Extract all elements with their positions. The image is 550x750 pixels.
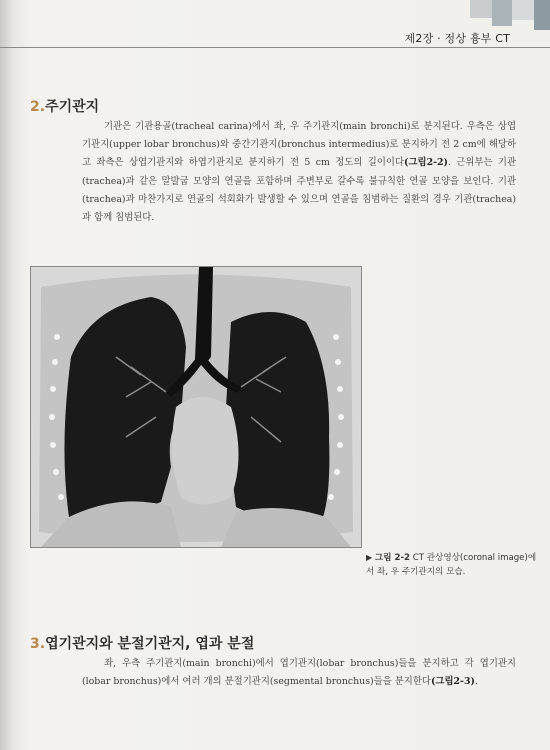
ct-scan-graphic bbox=[31, 267, 361, 547]
corner-decoration bbox=[470, 0, 550, 30]
figure-2-3-reference: (그림2-3) bbox=[430, 676, 475, 688]
section-3-number: 3. bbox=[30, 636, 46, 652]
header-rule bbox=[0, 47, 550, 48]
section-2-number: 2. bbox=[30, 99, 46, 115]
section-2-text-continued: . 근위부는 기관(trachea)과 같은 말발굽 모양의 연골을 포함하며 주변부로 갈수록 불규칙한 연골 모양을 보인다. 기관(trachea)과 마찬가지로 연골의 석회화가 발생할 수 있으며 연골을 침범하는 질환의 경우 기관(trachea)과 함께 침범된다. bbox=[82, 157, 516, 224]
figure-caption bbox=[366, 551, 542, 579]
section-3-heading bbox=[30, 633, 254, 653]
section-3-text-continued: . bbox=[474, 676, 478, 688]
section-2-title: 주기관지 bbox=[45, 99, 100, 115]
section-2-text: 기관은 기관용골(tracheal carina)에서 좌, 우 주기관지(main bronchi)로 분지된다. 우측은 상엽기관지(upper lobar bronchus)와 중간기관지(bronchus intermedius)로 분지하기 전 2 cm에 해당하고 좌측은 상엽기관지와 하엽기관지로 분지하기 전 5 cm 정도의 길이이다 bbox=[82, 121, 516, 169]
section-3-text: 좌, 우측 주기관지(main bronchi)에서 엽기관지(lobar bronchus)들을 분지하고 각 엽기관지(lobar bronchus)에서 여러 개의 분절기관지(segmental bronchus)들을 분지한다 bbox=[82, 658, 516, 688]
caption-text: CT 관상영상(coronal image)에서 좌, 우 주기관지의 모습. bbox=[366, 553, 537, 577]
running-header: 제2장 · 정상 흉부 CT bbox=[404, 32, 510, 45]
caption-label: 그림 2-2 bbox=[374, 553, 411, 563]
figure-2-2-reference: (그림2-2) bbox=[404, 157, 448, 169]
caption-triangle-icon: ▶ bbox=[366, 553, 373, 562]
section-2-paragraph bbox=[82, 118, 516, 227]
ct-coronal-image bbox=[30, 266, 362, 548]
section-3-title: 엽기관지와 분절기관지, 엽과 분절 bbox=[45, 636, 255, 652]
section-3-paragraph bbox=[82, 655, 516, 691]
section-2-heading bbox=[30, 96, 99, 116]
